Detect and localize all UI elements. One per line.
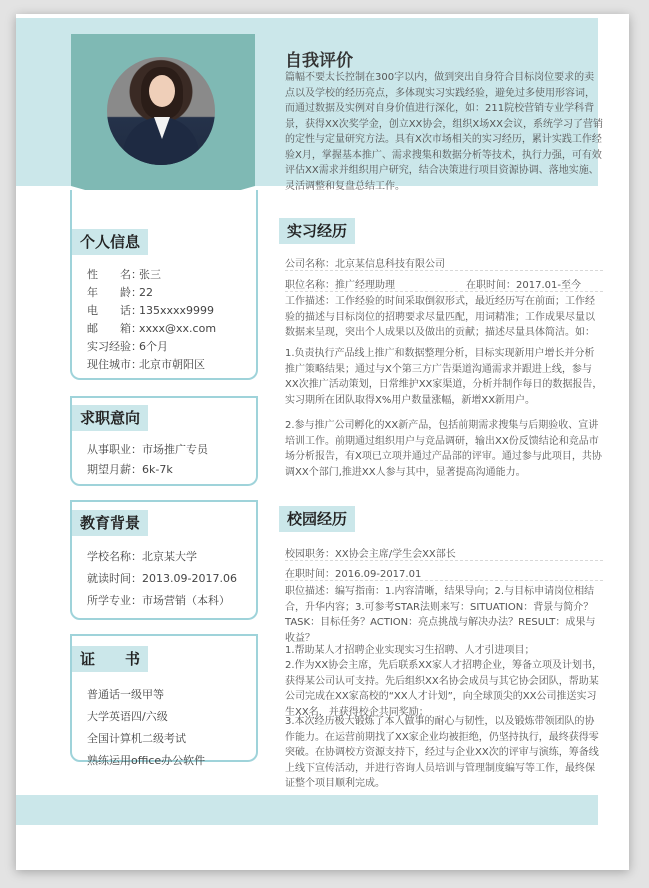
- internship-point-1: 1.负责执行产品线上推广和数据整理分析，目标实现新用户增长并分析推广策略结果；通过与X个第三方广告渠道沟通需求并跟进上线，参与XX次推广活动策划，日常维护XX家渠道，分析并制作每日的数据报告，实习期所在团队取得X%用户数量涨幅，新增XX新用户。: [285, 348, 603, 406]
- info-row: 从事职业：市场推广专员: [87, 443, 208, 456]
- info-row: 年 龄：22: [87, 286, 153, 299]
- internship-point-2: 2.参与推广公司孵化的XX新产品，包括前期需求搜集与后期验收、宣讲培训工作。前期通过组织用户与竞品调研，输出XX份反馈结论和竞品市场分析报告，有X项已立项并通过产品部的评审。通过参与此项目，共协调XX个部门,推进XX人参与其中，显著提高沟通能力。: [285, 420, 602, 478]
- section-title-internship: 实习经历: [279, 218, 355, 244]
- campus-desc: 职位描述：编写指南：1.内容清晰，结果导向；2.与目标申请岗位相结合，升华内容；3.可参考STAR法则来写：SITUATION：背景与简介？TASK：目标任务？ACTION：亮点挑战与解决办法？RESULT：成果与收益？: [285, 586, 596, 644]
- position-line: 职位名称：推广经理助理: [285, 280, 395, 291]
- divider: [285, 560, 603, 561]
- info-row: 电 话：135xxxx9999: [87, 304, 215, 317]
- divider: [285, 291, 603, 292]
- time-line: 在职时间：2017.01-至今: [466, 280, 581, 291]
- info-row: 性 名：张三: [87, 268, 161, 281]
- info-row: 实习经验：6个月: [87, 340, 168, 353]
- info-row: 全国计算机二级考试: [87, 732, 186, 745]
- footer-band: [16, 795, 598, 825]
- info-row: 学校名称：北京某大学: [87, 550, 197, 563]
- info-row: 期望月薪：6k-7k: [87, 463, 173, 476]
- internship-desc: 工作描述：工作经验的时间采取倒叙形式，最近经历写在前面；工作经验的描述与目标岗位的招聘要求尽量匹配，用词精准；工作成果尽量以数据来呈现，突出个人成果以及做出的贡献；描述尽量具体简洁。如：: [285, 296, 595, 338]
- section-title-personal: 个人信息: [72, 229, 148, 255]
- section-title-education: 教育背景: [72, 510, 148, 536]
- info-row: 就读时间：2013.09-2017.06: [87, 572, 237, 585]
- company-line: 公司名称：北京某信息科技有限公司: [285, 259, 445, 270]
- info-row: 邮 箱：xxxx@xx.com: [87, 322, 217, 335]
- info-row: 现住城市：北京市朝阳区: [87, 358, 205, 371]
- avatar: [107, 57, 215, 165]
- info-row: 所学专业：市场营销（本科）: [87, 594, 230, 607]
- info-row: 大学英语四/六级: [87, 710, 168, 723]
- campus-role: 校园职务：XX协会主席/学生会XX部长: [285, 549, 456, 560]
- section-title-intent: 求职意向: [72, 405, 148, 431]
- self-eval-title: 自我评价: [285, 51, 353, 71]
- campus-point-1: 1.帮助某人才招聘企业实现实习生招聘、人才引进项目；: [285, 645, 535, 656]
- campus-point-2: 2.作为XX协会主席，先后联系XX家人才招聘企业，筹备立项及计划书，获得某公司认可支持。先后组织XX名协会成员与其它协会团队，帮助某公司完成在XX家高校的“XX人才计划”，向全球顶尖的XX公司推送实习生XX名，并获得校企共同奖励；: [285, 660, 602, 718]
- divider: [285, 270, 603, 271]
- info-row: 普通话一级甲等: [87, 688, 164, 701]
- campus-time: 在职时间：2016.09-2017.01: [285, 569, 422, 580]
- section-title-campus: 校园经历: [279, 506, 355, 532]
- divider: [285, 580, 603, 581]
- self-eval-text: 篇幅不要太长控制在300字以内，做到突出自身符合目标岗位要求的卖点以及学校的经历亮点，多体现实习实践经验，避免过多使用形容词，而通过数据及实例对自身价值进行深化，如：211院校营销专业学科背景，获得XX次奖学金，创立XX协会，组织X场XX会议，系统学习了营销的定性与定量研究方法。具有X次市场相关的实习经历，累计实践工作经验X月，掌握基本推广、需求搜集和数据分析等技术，执行力强，可有效评估XX需求并组织用户研究，结合决策进行项目资源协调、落地实施、灵活调整和复盘总结工作。: [285, 72, 603, 192]
- campus-point-3: 3.本次经历极大锻炼了本人做事的耐心与韧性，以及锻炼带领团队的协作能力。在运营前期找了XX家企业均被拒绝，仍坚持执行，最终获得零突破。在协调校方资源支持下，经过与企业XX次的评审与演练，筹备线上线下宣传活动，并进行咨询人员培训与管理制度编写等工作，最终保证整个项目顺利完成。: [285, 716, 599, 789]
- section-title-certificates: 证 书: [72, 646, 148, 672]
- info-row: 熟练运用office办公软件: [87, 754, 206, 767]
